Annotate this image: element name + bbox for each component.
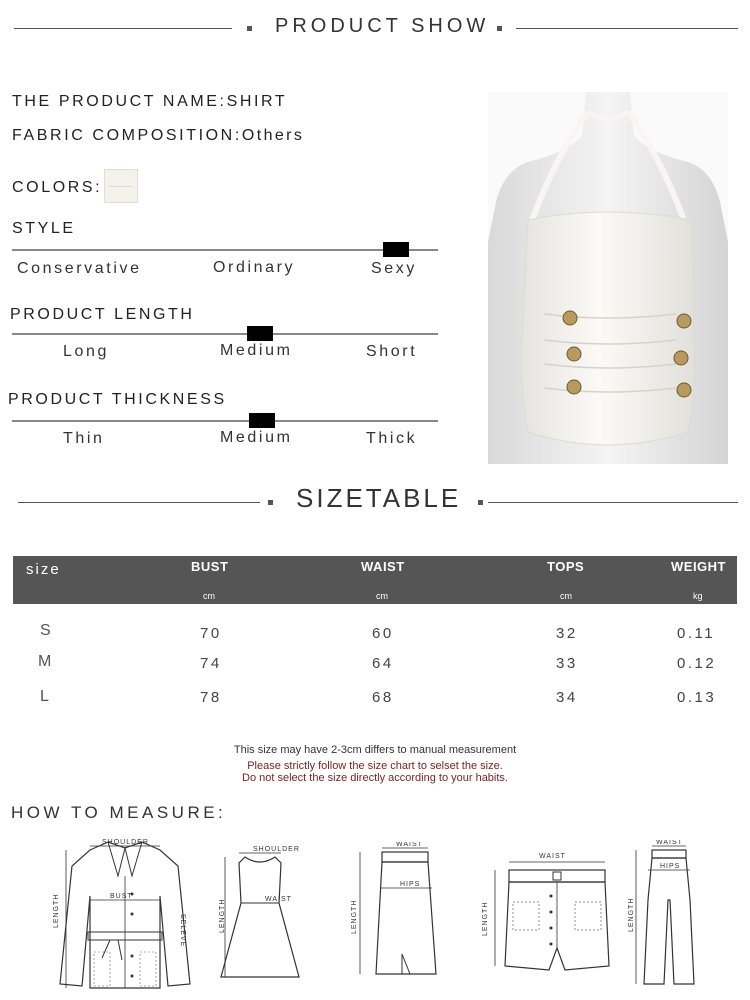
sizetable-title: SIZETABLE xyxy=(296,483,462,513)
cell-waist: 64 xyxy=(372,655,394,672)
thickness-option-medium: Medium xyxy=(220,429,293,446)
style-title: STYLE xyxy=(12,220,76,237)
header-rule-right xyxy=(516,28,738,29)
shorts-icon xyxy=(475,846,615,976)
style-option-ordinary: Ordinary xyxy=(213,259,296,276)
dress-shoulder-label: SHOULDER xyxy=(253,846,300,853)
thickness-scale-line xyxy=(12,420,438,422)
shorts-length-label: LENGTH xyxy=(482,901,489,936)
dress-length-label: LENGTH xyxy=(219,898,226,933)
sizetable-dot-right xyxy=(478,500,483,505)
style-scale-line xyxy=(12,249,438,251)
thickness-option-thick: Thick xyxy=(366,430,418,447)
jacket-sleeve-label: SELEVE xyxy=(179,914,186,948)
row-size: S xyxy=(40,622,51,639)
cell-tops: 34 xyxy=(556,689,578,706)
unit-tops: cm xyxy=(560,591,572,601)
style-option-conservative: Conservative xyxy=(17,260,142,277)
jacket-bust-label: BUST xyxy=(110,893,133,900)
length-scale-line xyxy=(12,333,438,335)
unit-weight: kg xyxy=(693,591,703,601)
header-dot-right xyxy=(497,26,502,31)
cell-bust: 78 xyxy=(200,689,222,706)
cell-tops: 32 xyxy=(556,625,578,642)
trousers-length-label: LENGTH xyxy=(628,897,635,932)
cell-weight: 0.11 xyxy=(677,625,716,642)
jacket-shoulder-label: SHOULDER xyxy=(102,839,149,846)
size-warning-line-1: Please strictly follow the size chart to selset the size. xyxy=(247,760,503,772)
mannequin-top-illustration xyxy=(488,92,728,464)
shorts-waist-label: WAIST xyxy=(539,853,566,860)
trousers-waist-label: WAIST xyxy=(656,840,683,846)
cell-tops: 33 xyxy=(556,655,578,672)
column-header-size: size xyxy=(26,561,61,578)
product-name: THE PRODUCT NAME:SHIRT xyxy=(12,93,288,110)
length-selected-marker xyxy=(247,326,273,341)
length-title: PRODUCT LENGTH xyxy=(10,306,195,323)
length-option-short: Short xyxy=(366,343,418,360)
header-dot-left xyxy=(247,26,252,31)
dress-waist-label: WAIST xyxy=(265,896,292,903)
skirt-hips-label: HIPS xyxy=(400,881,421,888)
jacket-icon xyxy=(50,836,200,996)
thickness-option-thin: Thin xyxy=(63,430,105,447)
sizetable-dot-left xyxy=(268,500,273,505)
fabric-value: Others xyxy=(241,127,305,144)
jacket-length-label: LENGTH xyxy=(53,893,60,928)
style-selected-marker xyxy=(383,242,409,257)
style-option-sexy: Sexy xyxy=(371,260,417,277)
column-header-waist: WAIST xyxy=(361,559,405,574)
length-option-long: Long xyxy=(63,343,109,360)
colors-label: COLORS: xyxy=(12,179,103,196)
sizetable-rule-right xyxy=(488,502,738,503)
product-show-title: PRODUCT SHOW xyxy=(275,15,490,37)
sizetable-rule-left xyxy=(18,502,260,503)
how-to-measure-title: HOW TO MEASURE: xyxy=(11,803,227,822)
product-photo xyxy=(488,92,728,464)
cell-weight: 0.13 xyxy=(677,689,717,706)
header-rule-left xyxy=(14,28,232,29)
unit-bust: cm xyxy=(203,591,215,601)
cell-bust: 70 xyxy=(200,625,222,642)
skirt-length-label: LENGTH xyxy=(351,899,358,934)
skirt-icon xyxy=(340,842,440,992)
skirt-waist-label: WAIST xyxy=(396,842,423,848)
row-size: L xyxy=(40,688,49,705)
size-warning-line-2: Do not select the size directly according to your habits. xyxy=(242,772,508,784)
fabric-composition xyxy=(12,127,304,145)
trousers-icon xyxy=(622,840,702,990)
column-header-bust: BUST xyxy=(191,559,229,574)
fabric-label: FABRIC COMPOSITION: xyxy=(12,127,242,144)
column-header-tops: TOPS xyxy=(547,559,585,574)
cell-bust: 74 xyxy=(200,655,222,672)
unit-waist: cm xyxy=(376,591,388,601)
thickness-title: PRODUCT THICKNESS xyxy=(8,391,227,408)
row-size: M xyxy=(38,653,52,670)
measurement-note: This size may have 2-3cm differs to manual measurement xyxy=(233,744,517,756)
cell-waist: 68 xyxy=(372,689,394,706)
cell-waist: 60 xyxy=(372,625,394,642)
trousers-hips-label: HIPS xyxy=(660,863,681,870)
dress-icon xyxy=(215,843,305,983)
column-header-weight: WEIGHT xyxy=(671,559,726,574)
color-swatch-white[interactable] xyxy=(104,169,138,203)
thickness-selected-marker xyxy=(249,413,275,428)
cell-weight: 0.12 xyxy=(677,655,717,672)
length-option-medium: Medium xyxy=(220,342,293,359)
